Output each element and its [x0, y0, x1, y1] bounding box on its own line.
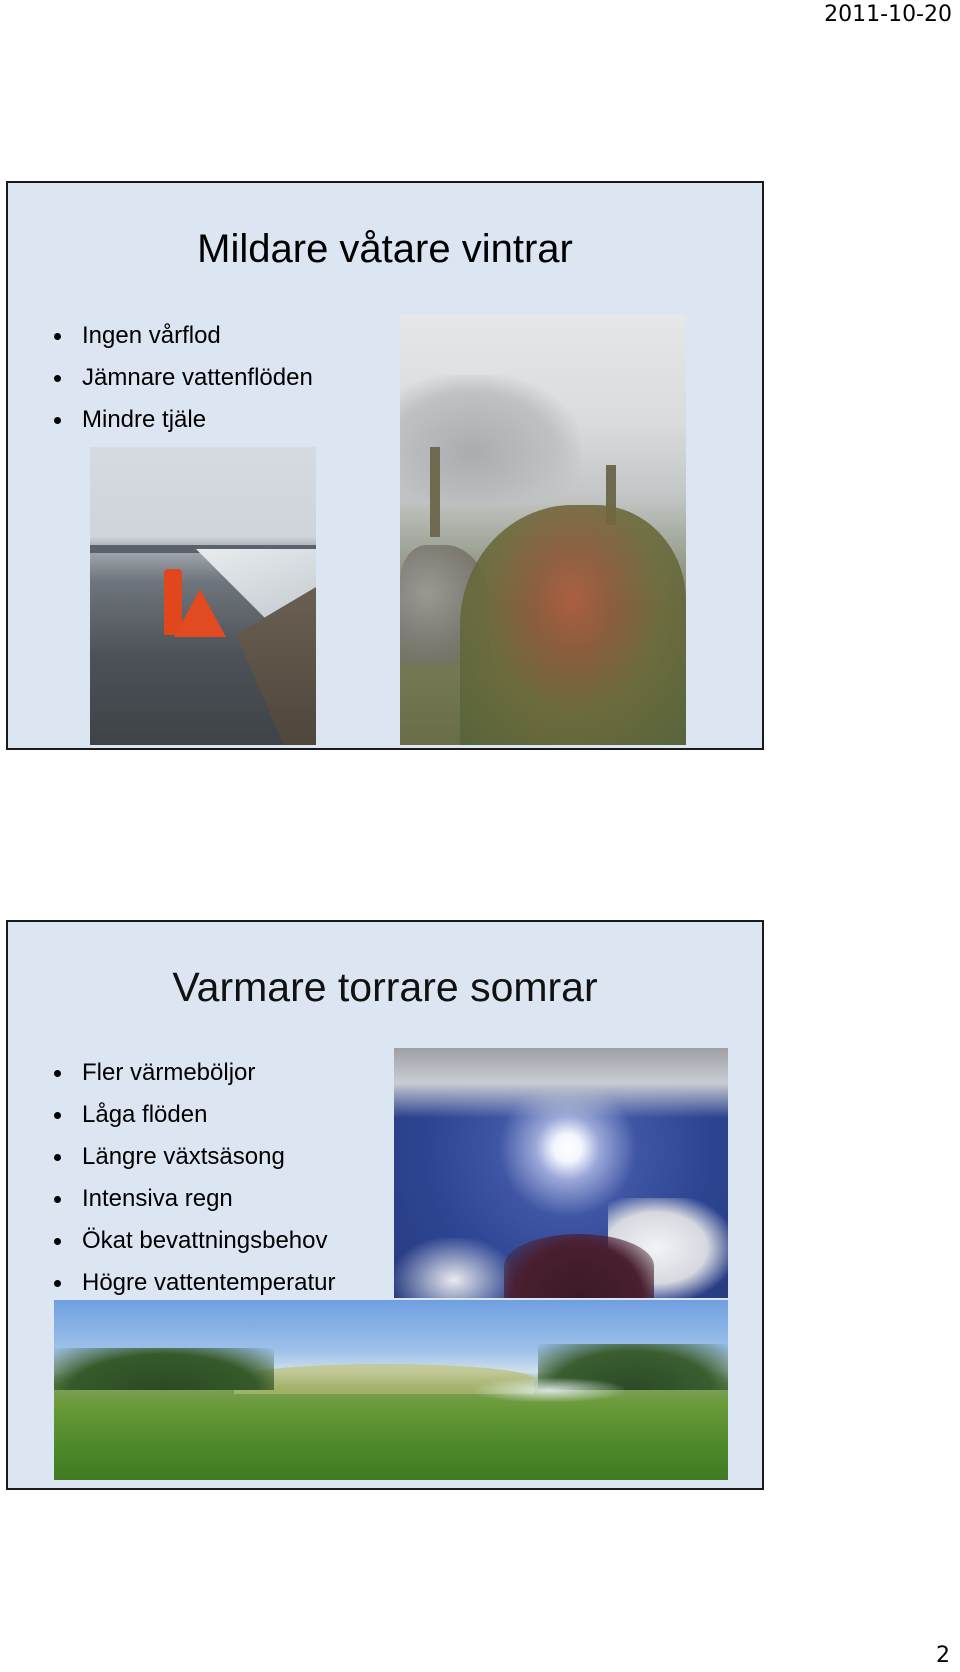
bullet-item: Låga flöden	[52, 1094, 335, 1136]
warning-triangle	[174, 589, 226, 637]
bullet-item: Högre vattentemperatur	[52, 1262, 335, 1304]
irrigated-field-photo	[54, 1300, 728, 1480]
bullet-item: Intensiva regn	[52, 1178, 335, 1220]
road-warning-triangle-photo	[90, 447, 316, 745]
bullet-item: Mindre tjäle	[52, 399, 313, 441]
header-date: 2011-10-20	[824, 2, 952, 27]
sprinkler-spray	[474, 1378, 624, 1402]
bullet-item: Jämnare vattenflöden	[52, 357, 313, 399]
bullet-item: Fler värmeböljor	[52, 1052, 335, 1094]
foggy-hedge-photo	[400, 315, 686, 745]
sun-sky-photo	[394, 1048, 728, 1298]
bullet-item: Ingen vårflod	[52, 315, 313, 357]
bullet-list	[52, 1052, 335, 1304]
page-number: 2	[936, 1643, 950, 1668]
bullet-list	[52, 315, 313, 441]
slide-title: Mildare våtare vintrar	[197, 227, 573, 271]
bullet-item: Längre växtsäsong	[52, 1136, 335, 1178]
bullet-item: Ökat bevattningsbehov	[52, 1220, 335, 1262]
slide-warm-summers	[6, 920, 764, 1490]
slide-mild-winters	[6, 181, 764, 750]
slide-title: Varmare torrare somrar	[172, 964, 598, 1010]
